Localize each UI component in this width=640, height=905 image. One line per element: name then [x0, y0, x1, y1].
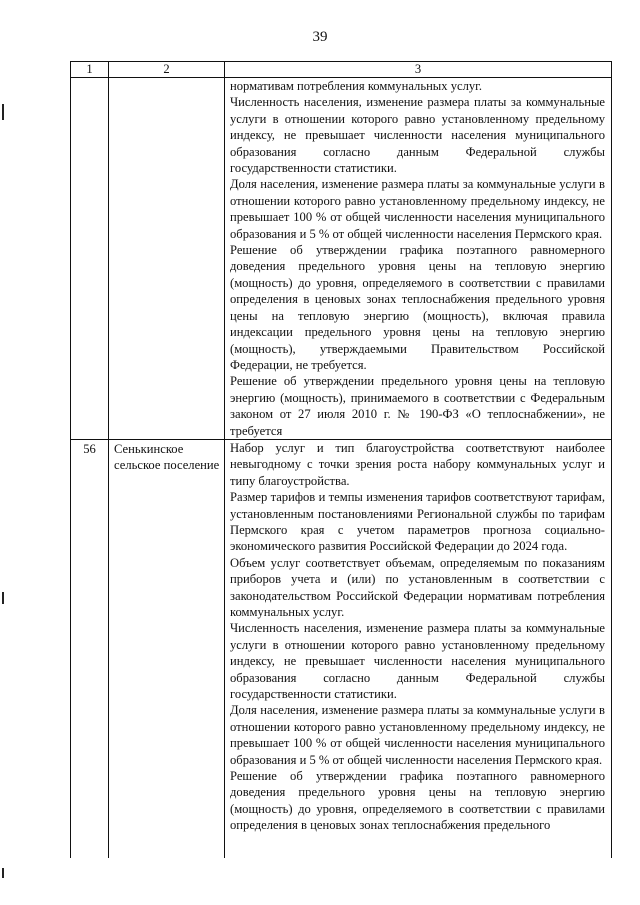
header-col-2: 2 [109, 62, 225, 78]
description-paragraph: Размер тарифов и темпы изменения тарифов соответствуют тарифам, установленным постановлениями Региональной службы по тарифам Пермского края с учетом параметров прогноза социально-экономического развития Российской Федерации до 2024 года. [230, 490, 605, 554]
description-paragraph: Численность населения, изменение размера платы за коммунальные услуги в отношении которого равно установленному предельному индексу, не превышает численности населения муниципального образования согласно данным Федеральной службы государственности статистики. [230, 621, 605, 702]
description-paragraph: Доля населения, изменение размера платы за коммунальные услуги в отношении которого равно установленному предельному индексу, не превышает 100 % от общей численности населения муниципального образования и 5 % от общей численности населения Пермского края. [230, 177, 605, 241]
header-col-3: 3 [225, 62, 612, 78]
description-paragraph: нормативам потребления коммунальных услуг. [230, 79, 483, 93]
description-paragraph: Численность населения, изменение размера платы за коммунальные услуги в отношении которого равно установленному предельному индексу, не превышает численности населения муниципального образования согласно данным Федеральной службы государственности статистики. [230, 95, 605, 176]
table-row [71, 78, 612, 440]
description-paragraph: Решение об утверждении графика поэтапного равномерного доведения предельного уровня цены на тепловую энергию (мощность) до уровня, определяемого в соответствии с правилами определения в ценовых зонах теплоснабжения предельного уровня цены на тепловую энергию (мощность), включая правила индексации предельного уровня цены на тепловую энергию (мощность), утверждаемыми Правительством Российской Федерации, не требуется. [230, 243, 605, 372]
municipality-name-cell: Сенькинское сельское поселение [109, 439, 225, 858]
description-paragraph: Доля населения, изменение размера платы за коммунальные услуги в отношении которого равно установленному предельному индексу, не превышает 100 % от общей численности населения муниципального образования и 5 % от общей численности населения Пермского края. [230, 703, 605, 767]
header-col-1: 1 [71, 62, 109, 78]
document-table [70, 61, 612, 858]
description-cell [225, 439, 612, 858]
table-header-row [71, 62, 612, 78]
scan-edge-mark [2, 592, 4, 604]
row-number-cell [71, 78, 109, 440]
municipality-name-cell [109, 78, 225, 440]
description-paragraph: Набор услуг и тип благоустройства соответствуют наиболее невыгодному с точки зрения роста набору коммунальных услуг и типу благоустройства. [230, 440, 605, 488]
scan-edge-mark [2, 104, 4, 120]
table-row [71, 439, 612, 858]
scan-edge-mark [2, 868, 4, 878]
description-cell [225, 78, 612, 440]
description-paragraph: Решение об утверждении графика поэтапного равномерного доведения предельного уровня цены на тепловую энергию (мощность) до уровня, определяемого в соответствии с правилами определения в ценовых зонах теплоснабжения предельного [230, 769, 605, 833]
description-paragraph: Объем услуг соответствует объемам, определяемым по показаниям приборов учета и (или) по установленным в соответствии с законодательством Российской Федерации нормативам потребления коммунальных услуг. [230, 555, 605, 619]
description-paragraph: Решение об утверждении предельного уровня цены на тепловую энергию (мощность), принимаемого в соответствии с Федеральным законом от 27 июля 2010 г. № 190-ФЗ «О теплоснабжении», не требуется [230, 374, 605, 438]
row-number-cell: 56 [71, 439, 109, 858]
page-number: 39 [312, 29, 328, 45]
